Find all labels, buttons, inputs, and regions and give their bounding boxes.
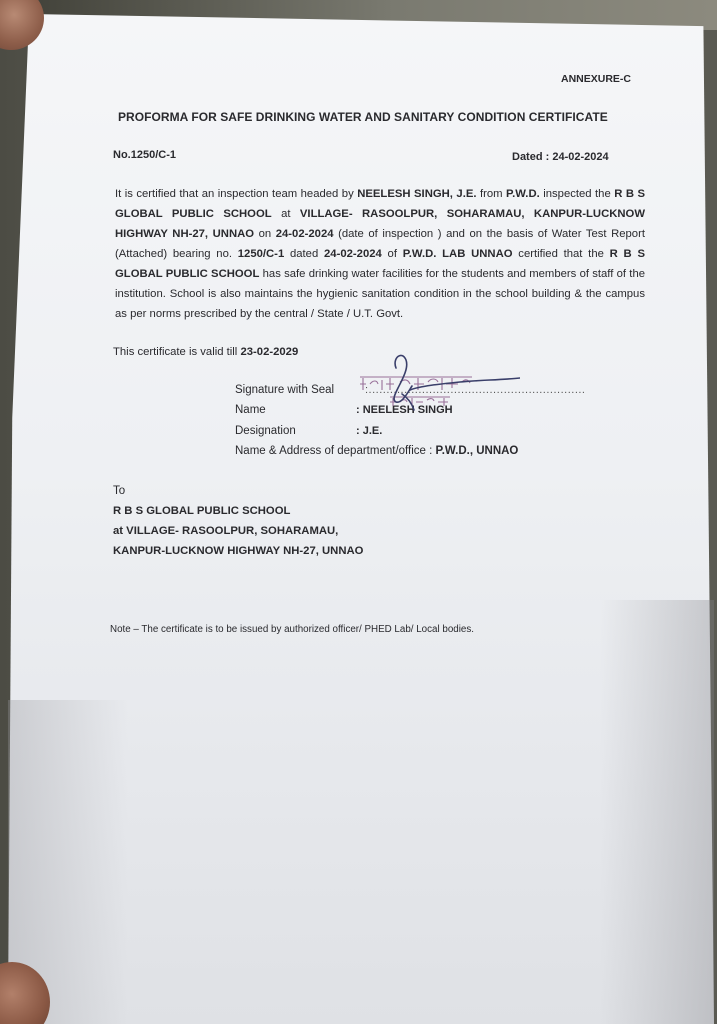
body-segment: R B S GLOBAL PUBLIC SCHOOL (115, 248, 645, 280)
recipient-line-2: at VILLAGE- RASOOLPUR, SOHARAMAU, (113, 525, 339, 537)
body-segment: VILLAGE- RASOOLPUR, SOHARAMAU, KANPUR-LUCKNOW HIGHWAY NH-27, UNNAO (115, 208, 646, 240)
name-label: Name (235, 404, 266, 416)
signature-stroke-icon (394, 355, 520, 410)
body-segment: on (254, 228, 276, 240)
recipient-line-1: R B S GLOBAL PUBLIC SCHOOL (113, 505, 291, 517)
body-segment: inspected the (539, 188, 615, 200)
address-line (235, 446, 518, 458)
validity-line (113, 347, 298, 358)
body-segment: from (476, 188, 507, 200)
body-segment: certified that the (512, 248, 610, 260)
body-segment: 24-02-2024 (324, 248, 382, 260)
body-segment: dated (284, 248, 324, 260)
body-segment: has safe drinking water facilities for the students and members of staff of the institution. School is also maintains the hygienic sanitation condition in the school building & the campus as per norms prescribed by the central / State / U.T. Govt. (115, 268, 646, 320)
designation-value: : J.E. (356, 425, 383, 437)
designation-label: Designation (235, 425, 296, 437)
address-value: P.W.D., UNNAO (435, 445, 519, 457)
validity-date: 23-02-2029 (240, 346, 299, 358)
paper-shadow-right (600, 600, 714, 1024)
body-segment: R B S GLOBAL PUBLIC SCHOOL (115, 188, 646, 220)
name-value: : NEELESH SINGH (356, 404, 453, 416)
handwritten-signature-with-stamp (330, 348, 520, 438)
certificate-body (115, 184, 645, 324)
recipient-line-3: KANPUR-LUCKNOW HIGHWAY NH-27, UNNAO (113, 545, 364, 557)
recipient-to: To (113, 485, 126, 497)
body-segment: It is certified that an inspection team headed by (115, 188, 358, 200)
body-segment: at (271, 208, 300, 220)
reference-number: No.1250/C-1 (113, 149, 176, 161)
certificate-title: PROFORMA FOR SAFE DRINKING WATER AND SANITARY CONDITION CERTIFICATE (118, 110, 608, 124)
body-segment: P.W.D. LAB UNNAO (402, 248, 513, 260)
certificate-note: Note – The certificate is to be issued by authorized officer/ PHED Lab/ Local bodies. (110, 624, 474, 635)
certificate-date: Dated : 24-02-2024 (512, 151, 609, 163)
body-segment: NEELESH SINGH, J.E. (357, 188, 477, 200)
stamp-icon (360, 377, 472, 406)
body-segment: P.W.D. (506, 188, 540, 200)
annexure-label: ANNEXURE-C (561, 73, 632, 85)
body-segment: (date of inspection ) and on the basis of Water Test Report (Attached) bearing no. (115, 228, 645, 260)
body-segment: 1250/C-1 (237, 248, 285, 260)
body-segment: of (381, 248, 403, 260)
address-label: Name & Address of department/office : (235, 445, 436, 457)
body-segment: 24-02-2024 (275, 228, 334, 240)
signature-dotted-line: :............................................................. (365, 384, 586, 396)
validity-prefix: This certificate is valid till (113, 346, 241, 358)
signature-label: Signature with Seal (235, 384, 335, 396)
